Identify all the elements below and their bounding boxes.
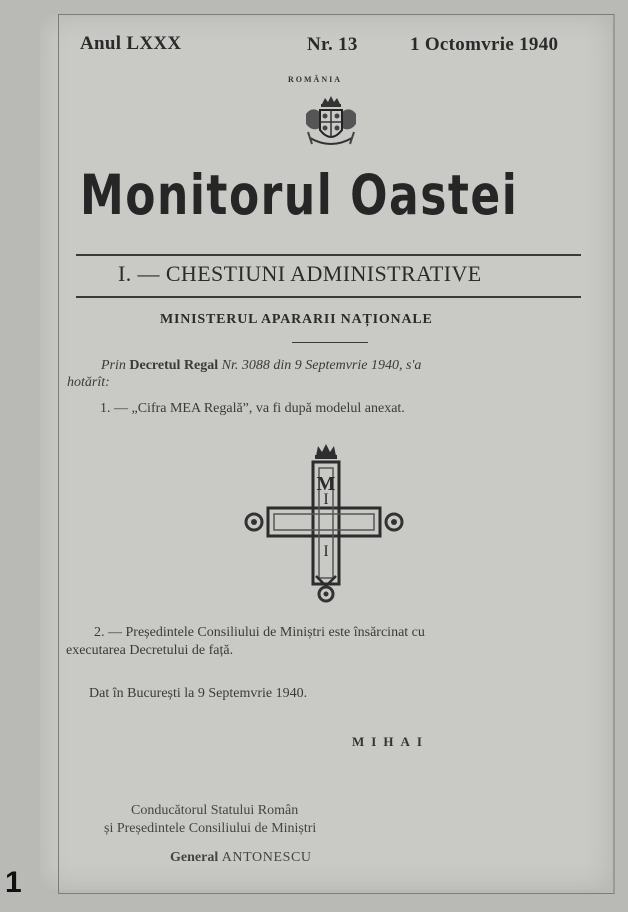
cipher-letter-lower-i: I	[323, 543, 329, 560]
publication-title: Monitorul Oastei	[80, 164, 519, 228]
royal-signature: MIHAI	[352, 734, 429, 749]
decree-item-2-line-1: 2. — Președintele Consiliului de Miniștri este însărcinat cu	[94, 625, 425, 640]
decree-item-1: 1. — „Cifra MEA Regală”, va fi după modelul anexat.	[100, 401, 405, 416]
country-label: ROMÂNIA	[288, 75, 342, 84]
issue-date: 1 Octomvrie 1940	[410, 34, 559, 55]
issue-number: Nr. 13	[307, 34, 358, 55]
decree-line-2: hotărît:	[67, 375, 110, 390]
countersign-rank: General	[170, 850, 219, 865]
issue-year: Anul LXXX	[80, 33, 182, 54]
page-number: 1	[5, 866, 22, 899]
title-rule-bottom	[76, 296, 581, 298]
countersign-surname: ANTONESCU	[221, 850, 312, 865]
countersign-line-1: Conducătorul Statului Român	[131, 803, 299, 818]
cipher-letter-upper-i: I	[323, 491, 329, 508]
decree-prefix: Prin	[101, 358, 126, 373]
decree-bold: Decretul Regal	[129, 358, 219, 373]
coat-of-arms-icon	[298, 92, 364, 163]
given-line: Dat în București la 9 Septemvrie 1940.	[89, 686, 308, 701]
title-rule-top	[76, 254, 581, 256]
ministry-underline	[292, 342, 368, 343]
countersign-name	[170, 850, 312, 866]
decree-line-1	[101, 357, 421, 374]
cipher-letter-m: M	[316, 473, 336, 495]
ministry-heading: MINISTERUL APARARII NAȚIONALE	[160, 312, 433, 327]
decree-line-1-rest: Nr. 3088 din 9 Septemvrie 1940, s'a	[221, 358, 422, 373]
decree-item-2-line-2: executarea Decretului de față.	[66, 643, 234, 658]
countersign-line-2: și Președintele Consiliului de Miniștri	[104, 821, 317, 836]
royal-cipher-icon	[238, 436, 410, 613]
section-heading: I. — CHESTIUNI ADMINISTRATIVE	[118, 261, 482, 286]
